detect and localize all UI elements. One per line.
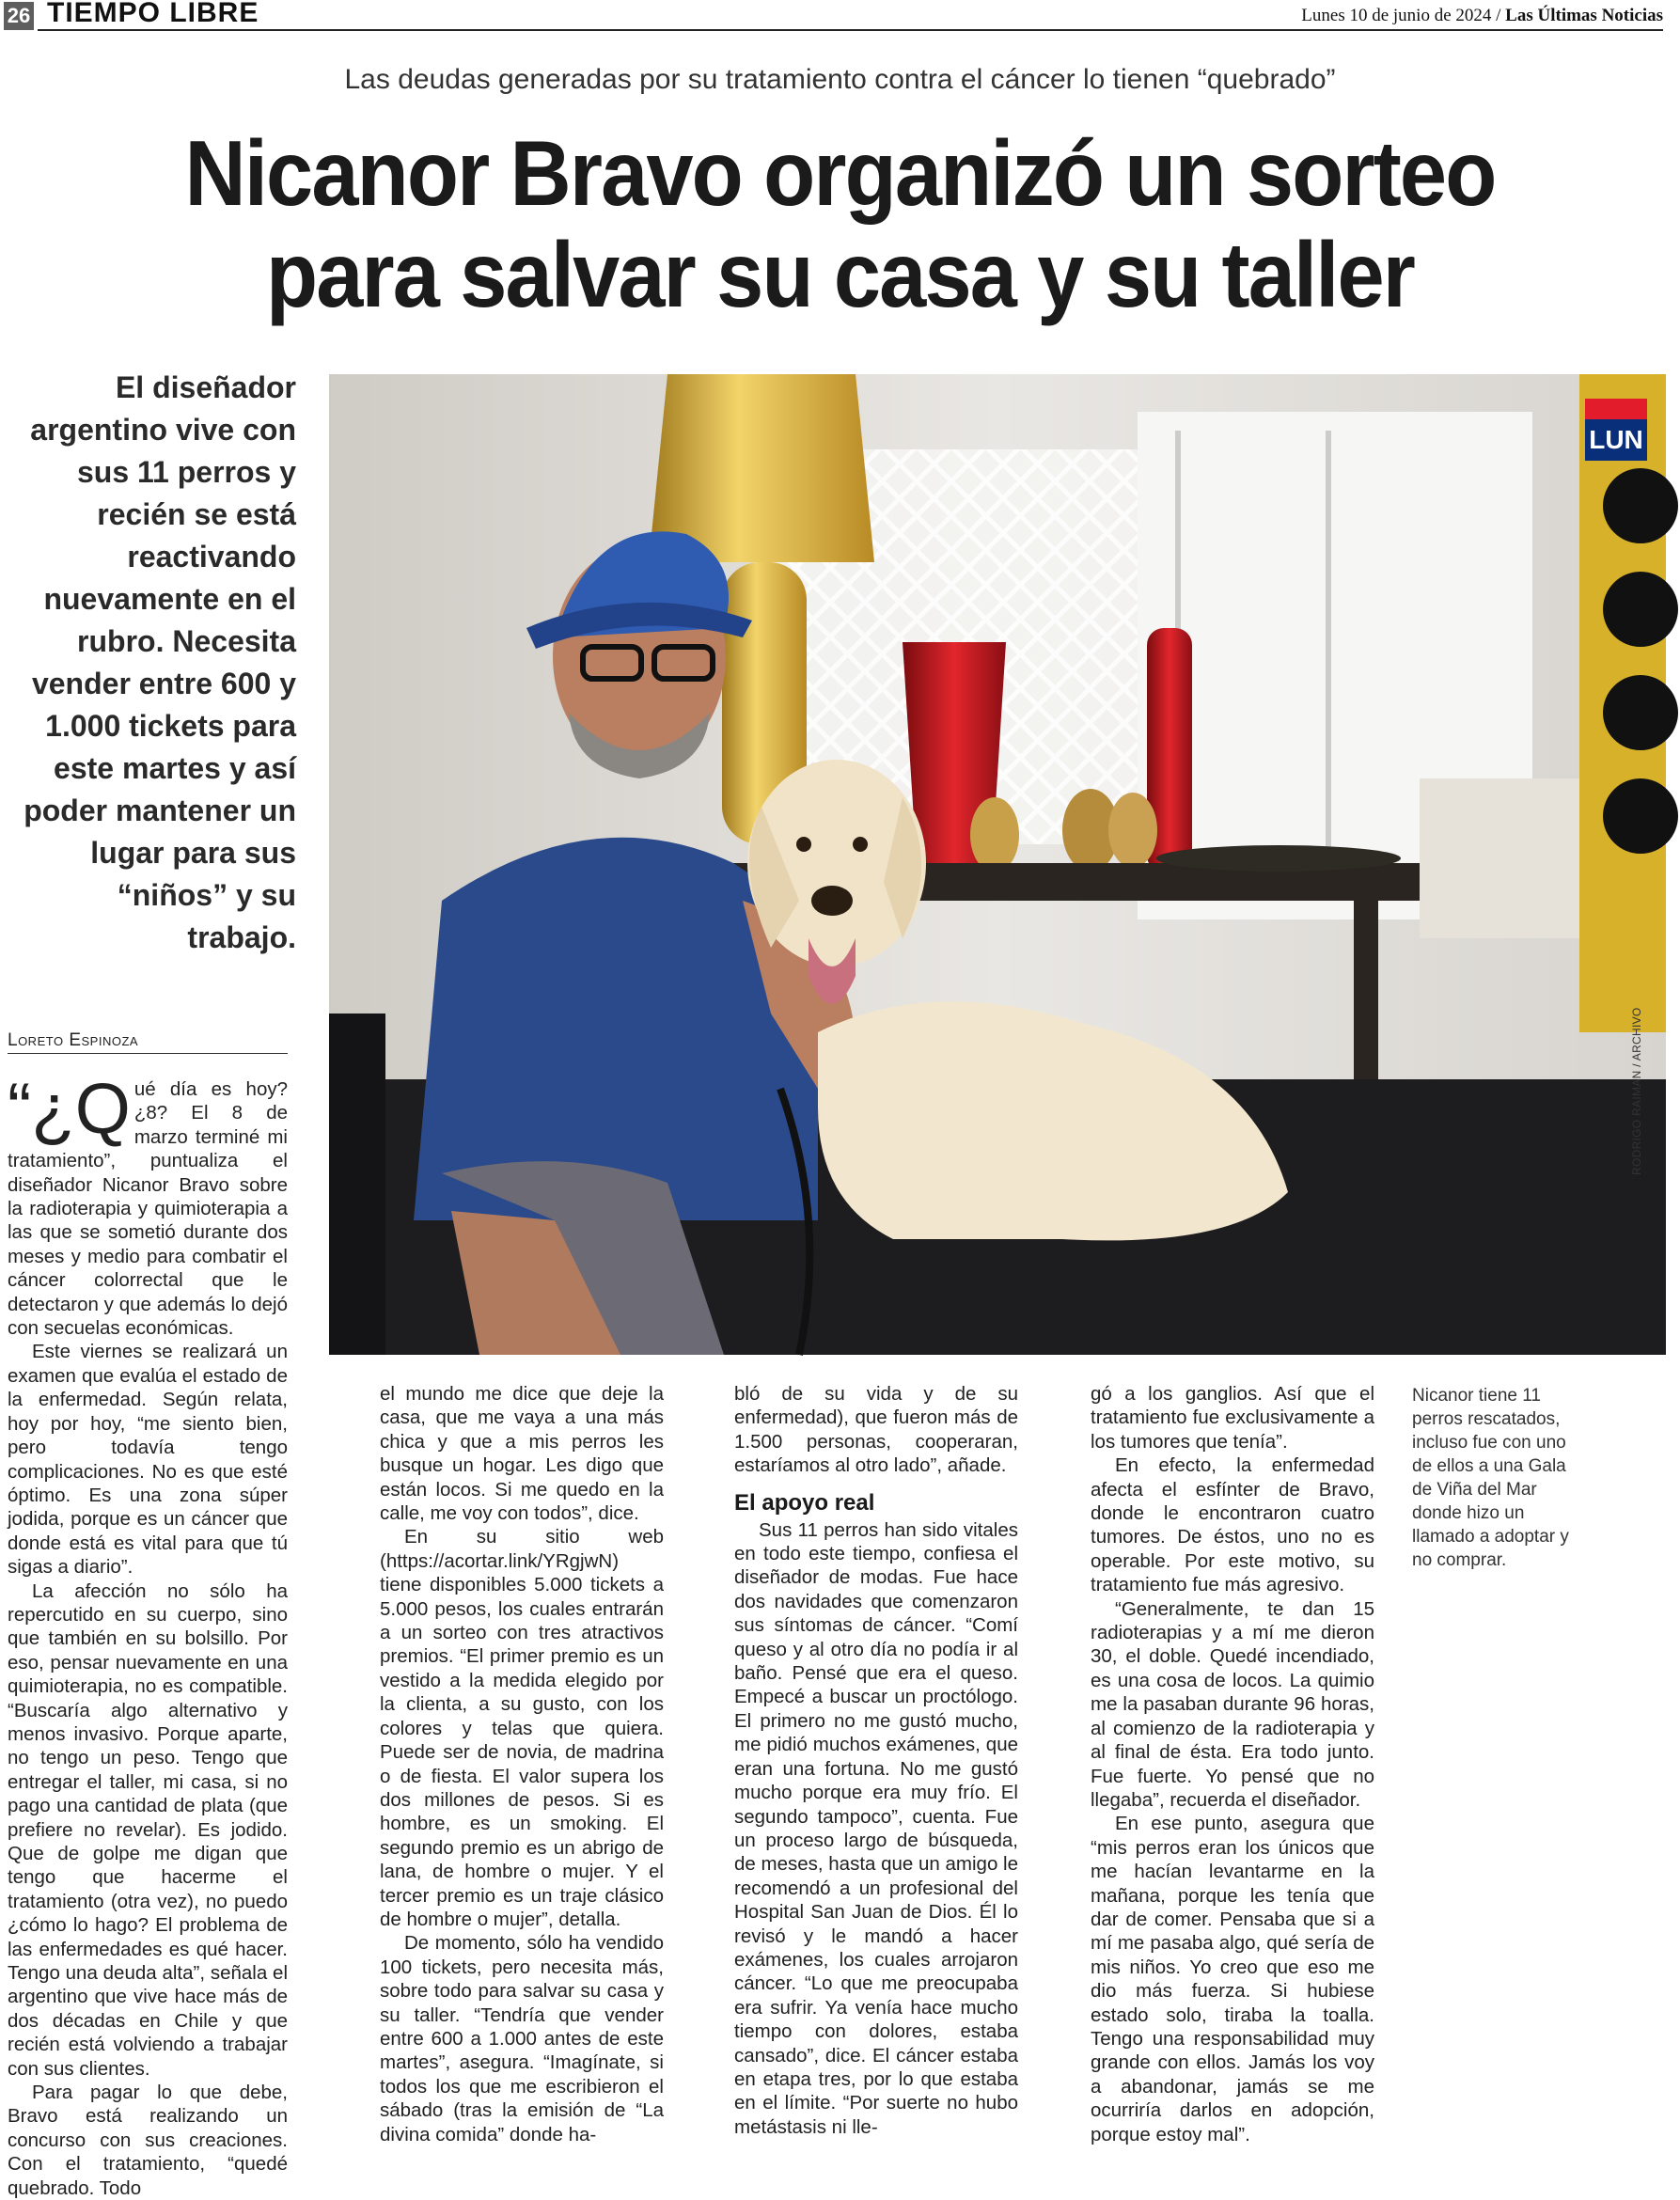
header-rule (38, 29, 1663, 31)
dateline (1301, 6, 1663, 26)
paragraph (8, 1069, 288, 1340)
paragraph: Para pagar lo que debe, Bravo está realizando un concurso con sus creaciones. Con el tratamiento, “quedé quebrado. Todo (8, 2082, 288, 2199)
paragraph: La afección no sólo ha repercutido en su cuerpo, sino que también en su bolsillo. Por eso, pensar nuevamente en una quimioterapia, no es compatible. “Buscaría algo alternativo y menos invasivo. Porque aparte, no tengo un peso. Tengo que entregar el taller, mi casa, si no pago una cantidad de plata (que prefiere no revelar). Es jodido. Que de golpe me digan que tengo que hacerme el tratamiento (otra vez), no puedo ¿cómo lo hago? El problema de las enfermedades es qué hacer. Tengo una deuda alta”, señala el argentino que vive hace más de dos décadas en Chile y que recién está volviendo a trabajar con sus clientes. (8, 1579, 288, 2080)
lun-logo (1585, 399, 1647, 461)
page-header (0, 0, 1680, 32)
lun-logo-text: LUN (1589, 425, 1643, 454)
paragraph: “Generalmente, te dan 15 radioterapias y a mí me dieron 30, el doble. Quedé incendiado, es una cosa de locos. La quimio me la pasaban durante 96 horas, al comienzo de la radioterapia y al final de ésta. Era todo junto. Fue fuerte. Yo pensé que no llegaba”, recuerda el diseñador. (1091, 1597, 1374, 1811)
paragraph-text: ué día es hoy? ¿8? El 8 de marzo terminé mi tratamiento”, puntualiza el diseñador Nicanor Bravo sobre la radioterapia y quimioterapia a las que se sometió durante dos meses y medio para combatir el cáncer colorrectal que le detectaron y que además lo dejó con secuelas económicas. (8, 1078, 288, 1340)
date-text: Lunes 10 de junio de 2024 / (1301, 6, 1506, 25)
lun-logo-red-band (1585, 399, 1647, 419)
paragraph: gó a los ganglios. Así que el tratamiento fue exclusivamente a los tumores que tenía”. (1091, 1383, 1374, 1453)
paragraph: Este viernes se realizará un examen que evalúa el estado de la enfermedad. Según relata, hoy por hoy, “me siento bien, pero todavía tengo complicaciones. No es que esté óptimo. Es una zona súper jodida, porque es un cáncer que donde está es vital para que tú sigas a diario”. (8, 1341, 288, 1579)
paragraph: De momento, sólo ha vendido 100 tickets, pero necesita más, sobre todo para salvar su casa y su taller. “Tendría que vender entre 600 a 1.000 antes de este martes”, asegura. “Imagínate, si todos los que me escribieron el sábado (tras la emisión de “La divina comida” donde ha- (380, 1932, 664, 2145)
headline-line-1: Nicanor Bravo organizó un sorteo (184, 121, 1496, 225)
headline (67, 122, 1612, 325)
photo-credit: RODRIGO RAIMAN / ARCHIVO (1630, 1007, 1643, 1175)
photo-illustration (329, 374, 1666, 1355)
paragraph: Sus 11 perros han sido vitales en todo este tiempo, confiesa el diseñador de modas. Fue hace dos navidades que comenzaron sus síntomas de cáncer. “Comí queso y al otro día no podía ir al baño. Pensé que era el queso. Empecé a buscar un proctólogo. El primero no me gustó mucho, me pidió muchos exámenes, que eran una fortuna. No me gustó mucho porque era muy frío. El segundo tampoco”, cuenta. Fue un proceso largo de búsqueda, de meses, hasta que un amigo le recomendó a un profesional del Hospital San Juan de Dios. Él lo revisó y le mandó a hacer exámenes, los cuales arrojaron cáncer. “Lo que me preocupaba era sufrir. Ya venía hace mucho tiempo con dolores, estaba cansado”, dice. El cáncer estaba en etapa tres, por lo que estaba en el límite. “Por suerte no hubo metástasis ni lle- (734, 1518, 1018, 2138)
page-number: 26 (4, 2, 34, 30)
paragraph: bló de su vida y de su enfermedad), que fueron más de 1.500 personas, cooperaran, estaríamos al otro lado”, añade. (734, 1383, 1018, 1477)
body-column-1 (8, 1069, 288, 2200)
photo-caption: Nicanor tiene 11 perros rescatados, incluso fue con uno de ellos a una Gala de Viña del Mar donde hizo un llamado a adoptar y no comprar. (1412, 1386, 1569, 1570)
headline-line-2: para salvar su casa y su taller (265, 223, 1415, 326)
body-column-4 (1091, 1382, 1374, 2146)
paragraph: En efecto, la enfermedad afecta el esfínter de Bravo, donde le encontraron cuatro tumores. De éstos, uno no es operable. Por este motivo, su tratamiento fue más agresivo. (1091, 1454, 1374, 1596)
paragraph: En ese punto, asegura que “mis perros eran los únicos que me hacían levantarme en la mañana, porque les tenía que dar de comer. Pensaba que si a mí me pasaba algo, qué sería de mis niños. Yo creo que eso me dio más fuerza. Si hubiese estado solo, tiraba la toalla. Tengo una responsabilidad muy grande con ellos. Jamás los voy a abandonar, jamás se me ocurriría darlos en adopción, porque estoy mal”. (1091, 1813, 1374, 2145)
dropcap: “¿Q (8, 1069, 131, 1149)
section-title: TIEMPO LIBRE (47, 0, 259, 28)
subhead: El apoyo real (734, 1489, 875, 1516)
paragraph: En su sitio web (https://acortar.link/YRgjwN) tiene disponibles 5.000 tickets a 5.000 pesos, los cuales entrarán a un sorteo con tres atractivos premios. “El primer premio es un vestido a la medida elegido por la clienta, a su gusto, con los colores y telas que quiera. Puede ser de novia, de madrina o de fiesta. El valor supera los dos millones de pesos. Si es hombre, es un smoking. El segundo premio es un abrigo de lana, de hombre o mujer. Y el tercer premio es un traje clásico de hombre o mujer”, detalla. (380, 1526, 664, 1930)
lede: El diseñador argentino vive con sus 11 perros y recién se está reactivando nuevamente en el rubro. Necesita vender entre 600 y 1.000 tickets para este martes y así poder mantener un lugar para sus “niños” y su trabajo. (24, 370, 296, 954)
byline: Loreto Espinoza (8, 1030, 288, 1054)
publication-name: Las Últimas Noticias (1505, 6, 1663, 25)
article-photo (329, 374, 1666, 1355)
kicker: Las deudas generadas por su tratamiento contra el cáncer lo tienen “quebrado” (344, 64, 1336, 95)
body-column-2 (380, 1382, 664, 2146)
body-column-3 (734, 1382, 1018, 2139)
paragraph: el mundo me dice que deje la casa, que me vaya a una más chica y que a mis perros les busque un hogar. Les digo que están locos. Si me quedo en la calle, me voy con todos”, dice. (380, 1383, 664, 1525)
